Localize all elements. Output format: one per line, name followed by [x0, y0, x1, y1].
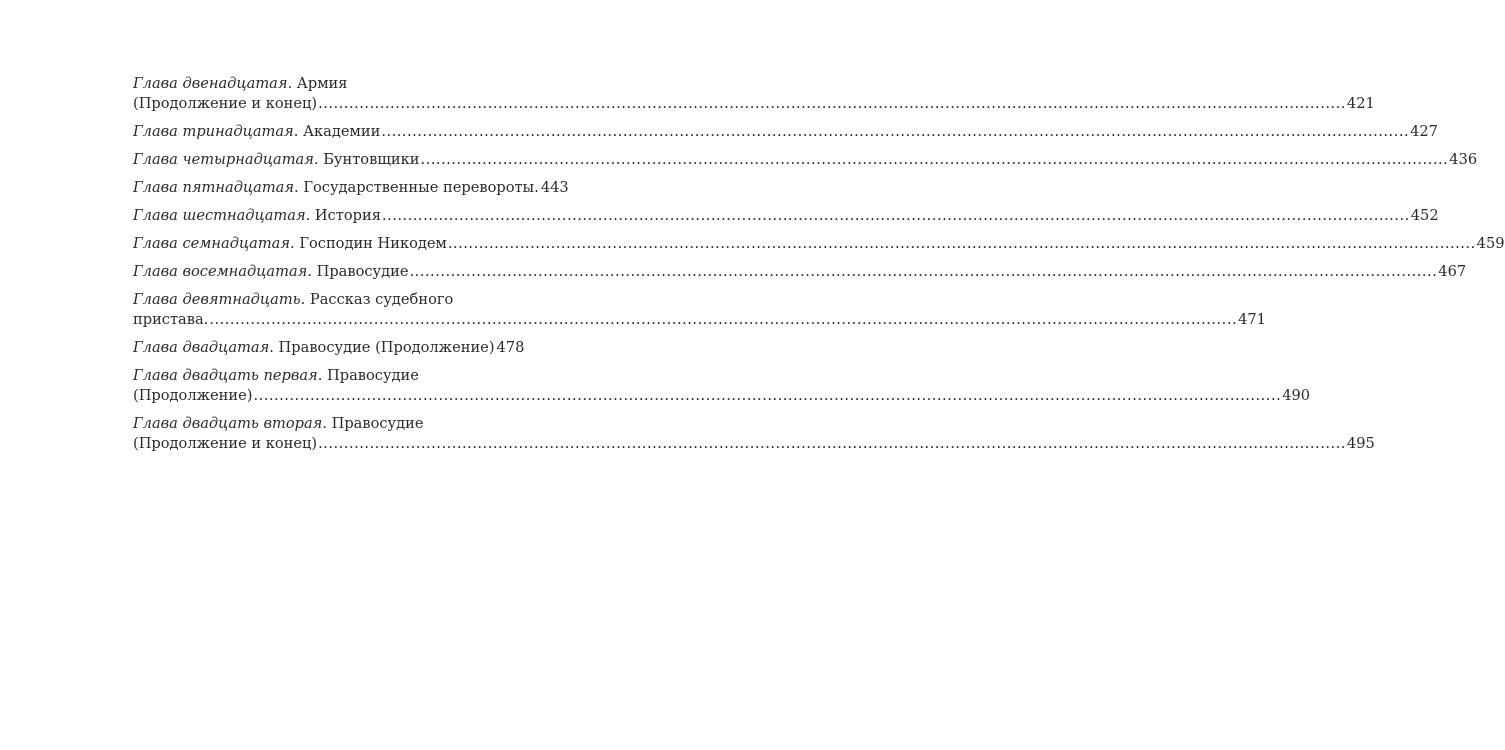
page-number: 452 — [1410, 207, 1439, 224]
chapter-title-continued: (Продолжение и конец) — [133, 95, 318, 112]
chapter-title: . Армия — [287, 75, 348, 92]
dot-leader: ........................................................................................................................................................................................................ — [409, 263, 1438, 280]
toc-entry-line — [133, 122, 1438, 142]
chapter-label: Глава двадцать вторая — [133, 415, 323, 432]
toc-entry-title — [133, 150, 419, 170]
chapter-title: . История — [305, 207, 381, 224]
page-number: 490 — [1282, 387, 1311, 404]
toc-entry — [133, 366, 1311, 406]
toc-entry — [133, 262, 1467, 282]
toc-entry — [133, 206, 1439, 226]
chapter-label: Глава шестнадцатая — [133, 207, 306, 224]
toc-entry-line — [133, 150, 1478, 170]
chapter-title: . Правосудие — [307, 263, 409, 280]
dot-leader: ........................................................................................................................................................................................................ — [318, 435, 1346, 452]
toc-entry-line — [133, 178, 569, 198]
chapter-title-continued: (Продолжение) — [133, 387, 253, 404]
toc-entry-title — [133, 338, 495, 358]
chapter-title: . Бунтовщики — [313, 151, 420, 168]
page-number: 459 — [1476, 235, 1505, 252]
dot-leader: ........................................................................................................................................................................................................ — [209, 311, 1238, 328]
chapter-title: . Господин Никодем — [290, 235, 447, 252]
toc-entry-line — [133, 338, 525, 358]
page-number: 478 — [496, 339, 525, 356]
chapter-label: Глава двадцать первая — [133, 367, 318, 384]
chapter-title: . Правосудие — [322, 415, 424, 432]
dot-leader: ........................................................................................................................................................................................................ — [381, 123, 1410, 140]
toc-entry-title — [133, 122, 380, 142]
toc-entry-title — [133, 206, 381, 226]
toc-entry-title — [133, 414, 510, 434]
toc-entry-line — [133, 234, 1505, 254]
toc-entry — [133, 414, 1375, 454]
toc-entry — [133, 234, 1505, 254]
toc-entry — [133, 178, 569, 198]
chapter-label: Глава девятнадцать — [133, 291, 301, 308]
dot-leader: ........................................................................................................................................................................................................ — [318, 95, 1346, 112]
chapter-title-continued: (Продолжение и конец) — [133, 435, 318, 452]
toc-entry-title — [133, 74, 510, 94]
toc-entry-title — [133, 178, 539, 198]
chapter-label: Глава двенадцатая — [133, 75, 288, 92]
chapter-title: . Академии — [293, 123, 381, 140]
dot-leader: ........................................................................................................................................................................................................ — [381, 207, 1410, 224]
chapter-title-continued: пристава. — [133, 311, 209, 328]
toc-entry — [133, 74, 1375, 114]
toc-entry-line — [133, 386, 1311, 406]
toc-entry — [133, 122, 1438, 142]
toc-entry-line — [133, 262, 1467, 282]
chapter-title: . Рассказ судебного — [300, 291, 454, 308]
chapter-title: . Государственные перевороты. — [294, 179, 539, 196]
toc-entry-title — [133, 262, 409, 282]
toc-entry-line — [133, 310, 1266, 330]
page-number: 495 — [1346, 435, 1375, 452]
dot-leader: ........................................................................................................................................................................................................ — [253, 387, 1282, 404]
toc-entry-line — [133, 94, 1375, 114]
page-number: 436 — [1449, 151, 1478, 168]
dot-leader: ........................................................................................................................................................................................................ — [447, 235, 1476, 252]
toc-entry-title — [133, 290, 510, 310]
page-number: 427 — [1410, 123, 1438, 140]
page-number: 467 — [1438, 263, 1467, 280]
chapter-title: . Правосудие (Продолжение) — [269, 339, 495, 356]
toc-entry — [133, 150, 1478, 170]
chapter-title: . Правосудие — [317, 367, 419, 384]
chapter-label: Глава тринадцатая — [133, 123, 294, 140]
page-number: 443 — [540, 179, 569, 196]
chapter-label: Глава восемнадцатая — [133, 263, 308, 280]
dot-leader: ........................................................................................................................................................................................................ — [420, 151, 1449, 168]
toc-entry-line — [133, 206, 1439, 226]
toc-entry — [133, 338, 525, 358]
table-of-contents — [133, 74, 1505, 462]
toc-entry-title — [133, 234, 447, 254]
page-number: 421 — [1346, 95, 1375, 112]
toc-entry — [133, 290, 1266, 330]
toc-entry-line — [133, 434, 1375, 454]
page-number: 471 — [1238, 311, 1266, 328]
chapter-label: Глава семнадцатая — [133, 235, 291, 252]
chapter-label: Глава пятнадцатая — [133, 179, 295, 196]
toc-entry-title — [133, 366, 510, 386]
chapter-label: Глава двадцатая — [133, 339, 270, 356]
chapter-label: Глава четырнадцатая — [133, 151, 314, 168]
